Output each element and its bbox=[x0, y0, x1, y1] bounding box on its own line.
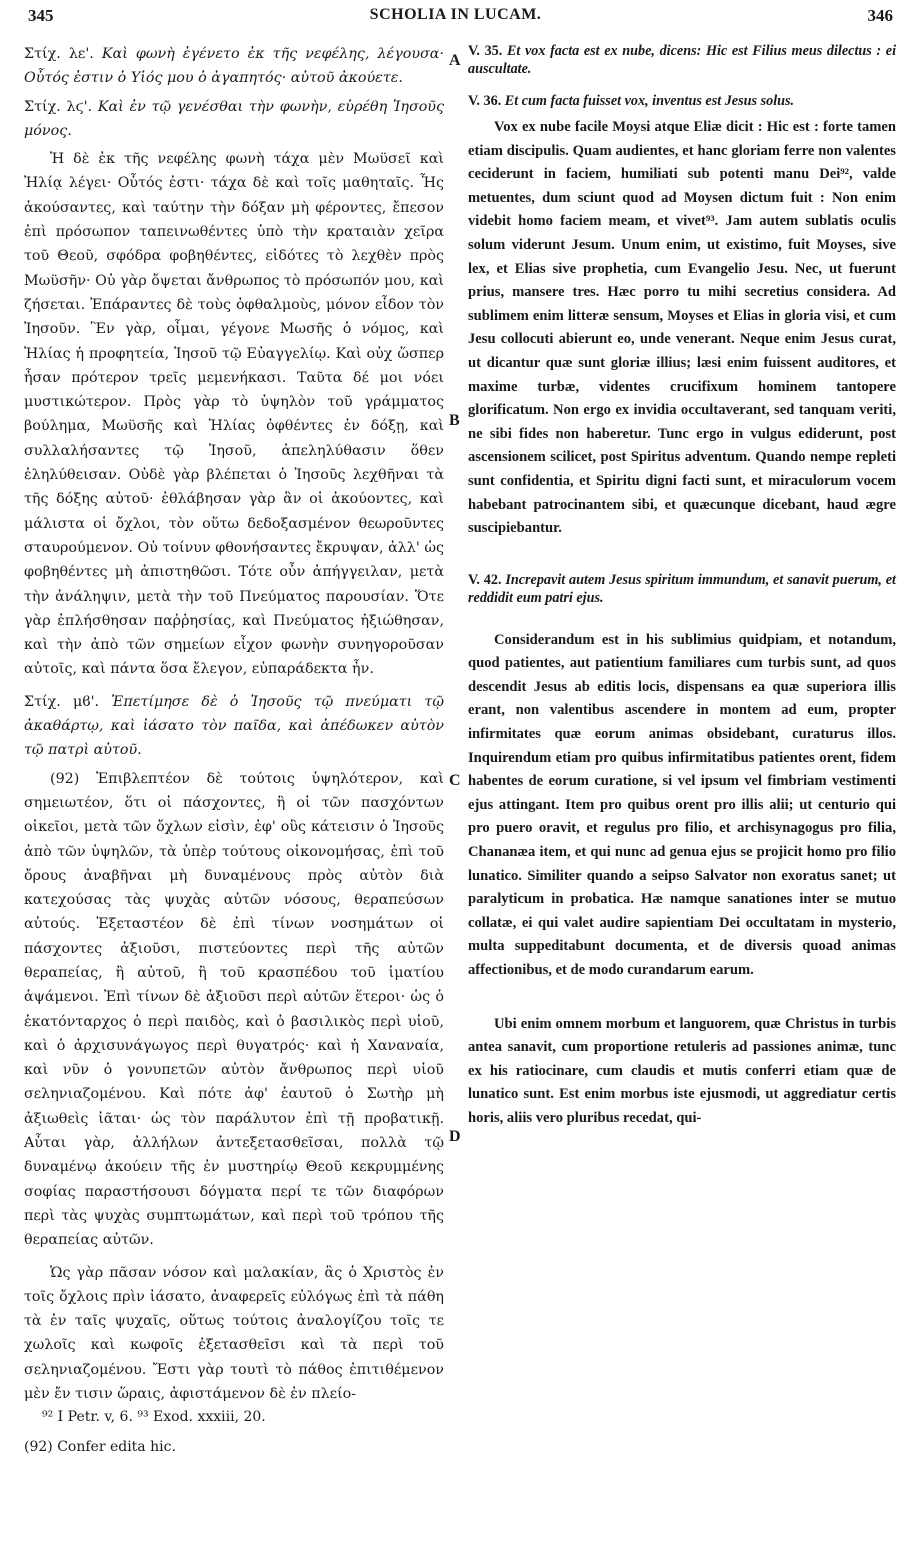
latin-lemma-ref: V. 42. bbox=[468, 571, 502, 588]
latin-paragraph-1: Vox ex nube facile Moysi atque Eliæ dicit : Hic est : forte tamen etiam discipulis. Quam audientes, et hanc gloriam ferre non valentes ceciderunt in faciem, humiliati sub potenti manu Dei⁹², valde metuentes, dum sciunt quod ad Moysen dictum fuit : Non enim videbit homo faciem meam, et vivet⁹³. Jam autem sublatis oculis solum viderunt Jesum. Unum enim, ut existimo, fuit Moyses, sive lex, et Elias sive prophetia, cum Evangelio Jesu. Nec, ut fuerunt prius, mansere tres. Hæc porro tu mihi secretius considera. Ad sublimem enim litteræ sensum, Moyses et Elias in gloria visi, et cum Jesu collocuti abierunt eo, unde venerant. Neque enim Jesus curat, ut dicantur quæ sunt gloriæ illius; læsi enim fuissent auditores, et maxime turbæ, videntes crucifixum hominem tantopere glorificatum. Non ergo ex invidia occultaverant, sed tanquam veriti, ne sibi fides non haberetur. Tunc ergo in vulgus ediderunt, post ascensionem scilicet, post Spiritus adventum. Quando nempe repleti sunt confidentia, et Spiritu digni facti sunt, et miraculorum vocem habebant patrocinantem sibi, et quæcunque dicebant, haud ægre suscipiebantur. bbox=[468, 119, 896, 537]
greek-paragraph-1: Ἡ δὲ ἐκ τῆς νεφέλης φωνὴ τάχα μὲν Μωϋσεῖ καὶ Ἠλίᾳ λέγει· Οὗτός ἐστι· τάχα δὲ καὶ τοῖς μαθηταῖς. Ἧς ἀκούσαντες, καὶ ταύτην τὴν δόξαν μὴ φέροντες, ἔπεσον ἐπὶ πρόσωπον ταπεινωθέντες ὑπὸ τὴν κραταιὰν χεῖρα τοῦ Θεοῦ, σφόδρα φοβηθέντες, εἰδότες τὸ λεχθὲν πρὸς Μωϋσῆν· Οὐ γὰρ ὄψεται ἄνθρωπος τὸ πρόσωπόν μου, καὶ ζήσεται. Ἐπάραντες δὲ τοὺς ὀφθαλμοὺς, μόνον εἶδον τὸν Ἰησοῦν. Ἓν γὰρ, οἶμαι, γέγονε Μωσῆς ὁ νόμος, καὶ Ἠλίας ἡ προφητεία, Ἰησοῦ τῷ Εὐαγγελίῳ. Καὶ οὐχ ὥσπερ ἦσαν πρότερον τρεῖς μεμενήκασι. Ταῦτα δέ μοι νόει μυστικώτερον. Πρὸς γὰρ τὸ ὑψηλὸν τοῦ γράμματος βούλημα, Μωϋσῆς καὶ Ἠλίας ὀφθέντες ἐν δόξῃ, καὶ συλλαλήσαντες τῷ Ἰησοῦ, ἀπεληλύθασιν ὅθεν ἐληλύθεισαν. Οὐδὲ γὰρ βλέπεται ὁ Ἰησοῦς λεχθῆναι τὰ τῆς δόξης αὐτοῦ· ἐθλάβησαν γὰρ ἂν οἱ ἀκούοντες, καὶ μάλιστα οἱ ὄχλοι, τὸν οὕτω δεδοξασμένον θεωροῦντες σταυρούμενον. Οὐ τοίνυν φθονήσαντες ἔκρυψαν, ἀλλ' ὡς φοβηθέντες μὴ ἀπιστηθῶσι. Τότε οὖν ἀπήγγειλαν, μετὰ τὴν ἀνάληψιν, μετὰ τὴν τοῦ Πνεύματος παρουσίαν. Ὅτε γὰρ ἐπλήσθησαν παῤῥησίας, καὶ Πνεύματος ἠξιώθησαν, καὶ τὴν ἀπὸ τῶν σημείων εἶχον φωνὴν συνηγοροῦσαν αὐτοῖς, καὶ πάντα ὅσα ἔλεγον, εὐπαράδεκτα ἦν. bbox=[24, 151, 444, 678]
greek-lemma-text: Ἐπετίμησε δὲ ὁ Ἰησοῦς τῷ πνεύματι τῷ ἀκαθάρτῳ, καὶ ἰάσατο τὸν παῖδα, καὶ ἀπέδωκεν αὐτὸν τῷ πατρὶ αὐτοῦ. bbox=[24, 693, 444, 759]
greek-column bbox=[24, 42, 444, 1458]
greek-lemma-42 bbox=[24, 690, 444, 763]
latin-lemma-text: Et vox facta est ex nube, dicens: Hic est Filius meus dilectus : ei auscultate. bbox=[468, 43, 897, 77]
page-number-right: 346 bbox=[867, 6, 893, 25]
latin-column bbox=[468, 42, 896, 1131]
margin-letter-c: C bbox=[449, 772, 461, 789]
latin-paragraph-3: Ubi enim omnem morbum et languorem, quæ Christus in turbis antea sanavit, cum proportione retuleris ad passiones animæ, tunc ex his ratiocinare, cum claudis et mutis conferri etiam quæ de lunatico sunt. Est enim morbus iste ejusmodi, ut aggrediatur certis horis, aliis vero pluribus recedat, qui- bbox=[468, 1015, 896, 1126]
latin-lemma-ref: V. 36. bbox=[468, 93, 502, 109]
latin-lemma-ref: V. 35. bbox=[468, 43, 503, 59]
latin-paragraph-2: Considerandum est in his sublimius quidpiam, et notandum, quod patientes, aut patientium familiares cum turbis sunt, ad quos descendit Jesus ab editis locis, dispensans ea quæ superiora illis erant, non valentibus ascendere in montem ad eum, propter infirmitates quæ eorum animas obsidebant, curaturus illos. Inquirendum etiam pro quibus infirmitatibus patientes orent, fidem habentes de eorum curatione, si vel ipsum vel fimbriam vestimenti ejus attingant. Item pro quibus orent pro illis alii; ut centurio qui pro puero oravit, et regulus pro filio, et archisynagogus pro filia, Chananæa item, et qui nunc ad genua ejus se projicit homo pro filio lunatico. Similiter quando a seipso Salvator non exoratus sanet; ut paralyticum in probatica. Hæ namque sanationes inter se mutuo collatæ, ei qui valet audire sapientiam Dei occultatam in mysterio, multa suppeditabunt documenta, et de diversis quoad animas affectionibus, et de modo curandarum earum. bbox=[468, 631, 896, 978]
margin-letter-b: B bbox=[449, 412, 460, 429]
footnote-note-92: (92) Confer edita hic. bbox=[24, 1439, 176, 1456]
greek-lemma-ref: Στίχ. λϛ'. bbox=[24, 98, 93, 115]
greek-lemma-text: Καὶ φωνὴ ἐγένετο ἐκ τῆς νεφέλης, λέγουσα· Οὗτός ἐστιν ὁ Υἱός μου ὁ ἀγαπητός· αὐτοῦ ἀκούετε. bbox=[24, 46, 444, 87]
greek-lemma-35 bbox=[24, 42, 444, 91]
margin-letter-d: D bbox=[449, 1128, 461, 1145]
latin-lemma-text: Et cum facta fuisset vox, inventus est Jesus solus. bbox=[504, 93, 795, 109]
latin-lemma-35 bbox=[468, 42, 896, 78]
latin-lemma-36 bbox=[468, 92, 896, 110]
latin-lemma-42 bbox=[468, 571, 896, 607]
greek-paragraph-2: (92) Ἐπιβλεπτέον δὲ τούτοις ὑψηλότερον, καὶ σημειωτέον, ὅτι οἱ πάσχοντες, ἢ οἱ τῶν πασχόντων οἰκεῖοι, μετὰ τῶν ὄχλων εἰσὶν, ἐφ' οὓς κάτεισιν ὁ Ἰησοῦς ἀπὸ τῶν ὑψηλῶν, τὰ ὑπὲρ τούτους οἰκονομήσας, ἐπὶ τοῦ ὄρους ἀναβῆναι μὴ δυναμένους πρὸς αὐτὸν διὰ κατεχούσας τὰς ψυχὰς αὐτῶν νόσους, θεραπεύσων αὐτούς. Ἐξεταστέον δὲ ἐπὶ τίνων νοσημάτων οἱ πάσχοντες ἀξιοῦσι, πιστεύοντες περὶ τῆς αὐτῶν θεραπείας, ἢ αὐτοῦ, ἢ τοῦ κρασπέδου τοῦ ἱματίου ἁψάμενοι. Ἐπὶ τίνων δὲ ἀξιοῦσι περὶ αὐτῶν ἕτεροι· ὡς ὁ ἑκατόνταρχος ὁ περὶ παιδὸς, καὶ ὁ βασιλικὸς περὶ υἱοῦ, καὶ ὁ ἀρχισυνάγωγος περὶ θυγατρός· καὶ ἡ Χαναναία, καὶ νῦν ὁ γονυπετῶν αὐτὸν ἄνθρωπος περὶ υἱοῦ σεληνιαζομένου. Καὶ πότε ἀφ' ἑαυτοῦ ὁ Σωτὴρ μὴ ἀξιωθεὶς ἰᾶται· ὡς τὸν παράλυτον ἐπὶ τῇ προβατικῇ. Αὗται γὰρ, ἀλλήλων ἀντεξετασθεῖσαι, πολλὰ τῷ δυναμένῳ ἀκούειν τῆς ἐν μυστηρίῳ Θεοῦ κεκρυμμένης σοφίας παραστήσουσι δόγματα περί τε τῶν διαφόρων περὶ τὰς ψυχὰς συμπτωμάτων, καὶ περὶ τοῦ τρόπου τῆς θεραπείας αὐτῶν. bbox=[24, 770, 444, 1249]
greek-lemma-ref: Στίχ. λε'. bbox=[24, 46, 94, 62]
greek-lemma-ref: Στίχ. μϐ'. bbox=[24, 693, 100, 710]
greek-lemma-text: Καὶ ἐν τῷ γενέσθαι τὴν φωνὴν, εὑρέθη Ἰησοῦς μόνος. bbox=[24, 98, 445, 139]
margin-letter-a: A bbox=[449, 52, 461, 69]
running-title: SCHOLIA IN LUCAM. bbox=[369, 6, 542, 23]
footnote-references: ⁹² I Petr. v, 6. ⁹³ Exod. xxxiii, 20. bbox=[42, 1409, 266, 1426]
latin-lemma-text: Increpavit autem Jesus spiritum immundum, et sanavit puerum, et reddidit eum patri ejus. bbox=[468, 571, 896, 606]
greek-lemma-36 bbox=[24, 95, 444, 144]
running-header bbox=[0, 0, 911, 30]
page-number-left: 345 bbox=[28, 6, 54, 25]
greek-paragraph-3: Ὡς γὰρ πᾶσαν νόσον καὶ μαλακίαν, ἃς ὁ Χριστὸς ἐν τοῖς ὄχλοις πρὶν ἰάσατο, ἀναφερεῖς εὐλόγως ἐπὶ τὰ πάθη τὰ ἐν ταῖς ψυχαῖς, οὕτως τούτοις ἀναλογίζου τοῖς τε χωλοῖς καὶ κωφοῖς ἐξετασθεῖσι καὶ τὰ περὶ τοῦ σεληνιαζομένου. Ἔστι γὰρ τουτὶ τὸ πάθος ἐπιτιθέμενον μὲν ἔν τισιν ὥραις, ἀφιστάμενον δὲ ἐν πλείο- bbox=[24, 1264, 444, 1403]
